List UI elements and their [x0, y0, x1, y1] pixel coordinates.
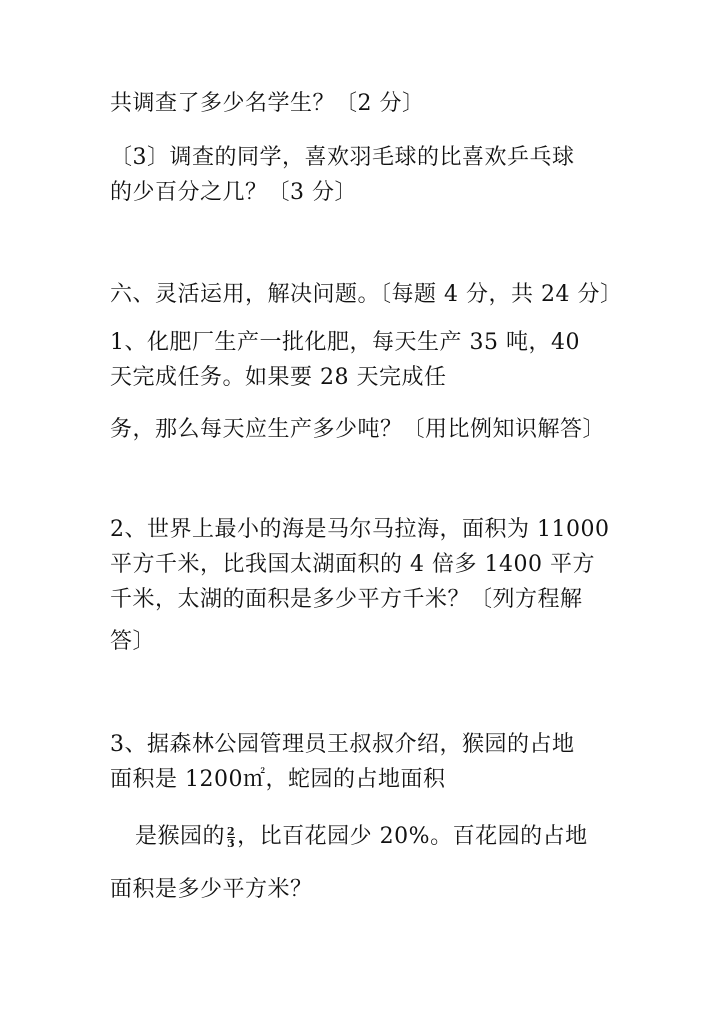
part5-question-tail: 共调查了多少名学生？〔2 分〕	[110, 91, 425, 116]
section6-q2-line1: 2、世界上最小的海是马尔马拉海，面积为 11000	[110, 517, 610, 542]
fraction-numerator: 2	[227, 824, 236, 838]
section6-q2-line3: 千米，太湖的面积是多少平方千米？〔列方程解	[110, 587, 583, 612]
section6-q3-line3-post: ，比百花园少 20%。百花园的占地	[237, 824, 588, 849]
two-thirds-fraction	[227, 826, 235, 849]
section6-q3-line3-pre: 是猴园的	[135, 824, 226, 849]
section6-q1-line1: 1、化肥厂生产一批化肥，每天生产 35 吨，40	[110, 330, 580, 355]
fraction-denominator: 3	[227, 836, 236, 850]
section6-q3-line3	[135, 822, 588, 852]
section6-heading: 六、灵活运用，解决问题。〔每题 4 分，共 24 分〕	[110, 282, 623, 307]
part5-q3-line1: 〔3〕调查的同学，喜欢羽毛球的比喜欢乒乓球	[110, 145, 575, 170]
section6-q3-line4: 面积是多少平方米？	[110, 877, 313, 902]
section6-q3-line1: 3、据森林公园管理员王叔叔介绍，猴园的占地	[110, 732, 575, 757]
section6-q2-line2: 平方千米，比我国太湖面积的 4 倍多 1400 平方	[110, 552, 595, 577]
section6-q1-line2: 天完成任务。如果要 28 天完成任	[110, 365, 447, 390]
section6-q1-line3: 务，那么每天应生产多少吨？〔用比例知识解答〕	[110, 417, 606, 442]
part5-q3-line2: 的少百分之几？〔3 分〕	[110, 180, 357, 205]
section6-q3-line2: 面积是 1200㎡，蛇园的占地面积	[110, 767, 446, 792]
section6-q2-line4: 答〕	[110, 629, 156, 654]
